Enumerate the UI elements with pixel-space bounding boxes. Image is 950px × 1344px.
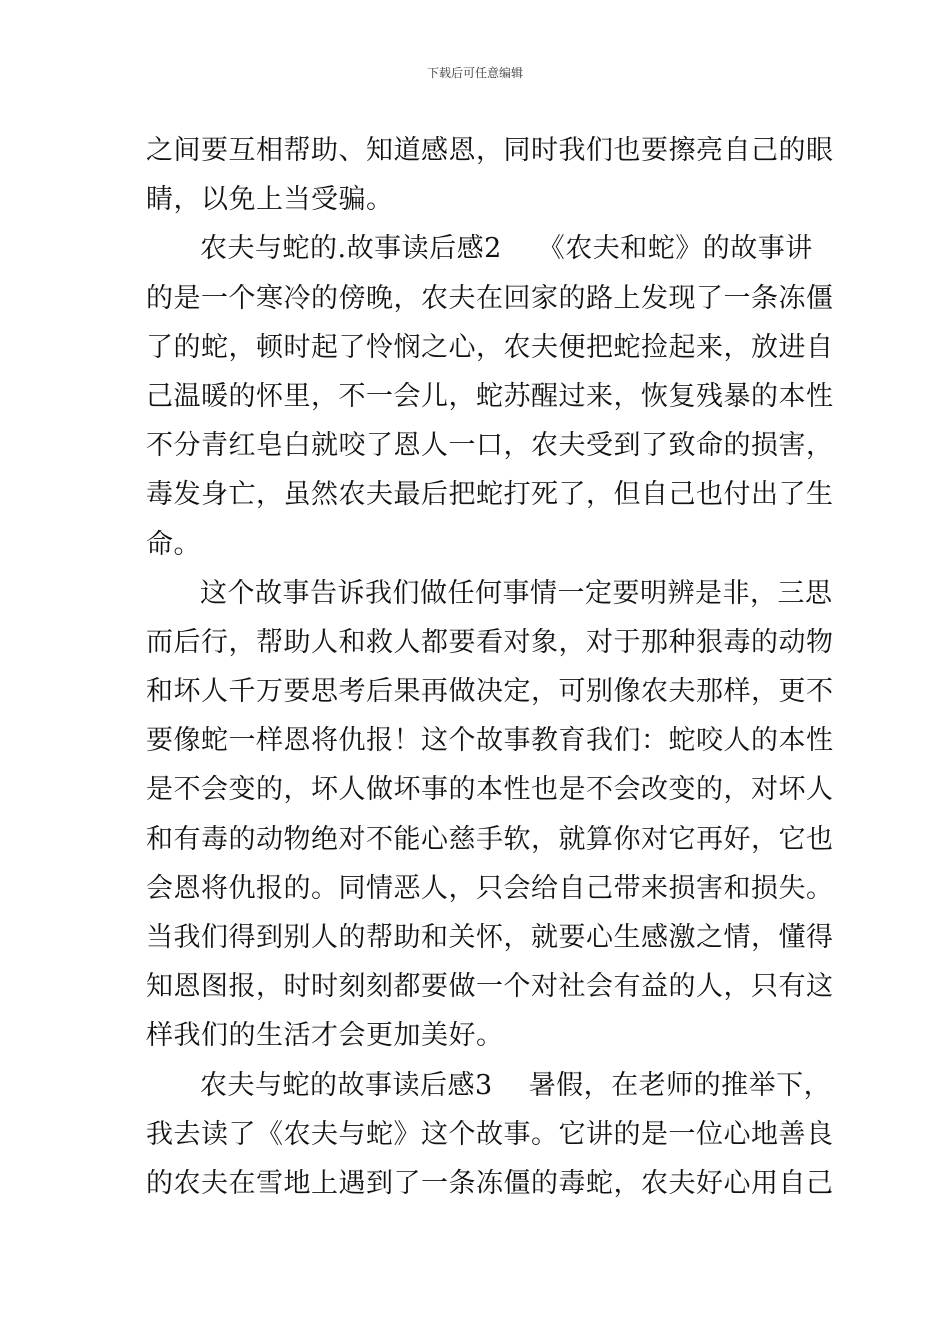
text-line: 的农夫在雪地上遇到了一条冻僵的毒蛇，农夫好心用自己 xyxy=(146,1167,834,1199)
section-heading-line xyxy=(146,1061,832,1110)
text-line: 己温暖的怀里，不一会儿，蛇苏醒过来，恢复残暴的本性 xyxy=(146,380,834,412)
section-heading-line xyxy=(146,224,813,273)
paragraph-1 xyxy=(146,126,834,224)
text-line: 毒发身亡，虽然农夫最后把蛇打死了，但自己也付出了生 xyxy=(146,479,834,511)
text-line: 要像蛇一样恩将仇报！这个故事教育我们：蛇咬人的本性 xyxy=(146,725,834,757)
page-header: 下载后可任意编辑 xyxy=(426,66,523,80)
text-segment: 暑假，在老师的推举下， xyxy=(528,1069,832,1101)
text-line: 之间要互相帮助、知道感恩，同时我们也要擦亮自己的眼 xyxy=(146,135,834,166)
text-line: 的是一个寒冷的傍晚，农夫在回家的路上发现了一条冻僵 xyxy=(146,282,834,314)
document-body xyxy=(146,126,834,1208)
text-line: 和坏人千万要思考后果再做决定，可别像农夫那样，更不 xyxy=(146,676,834,708)
text-line: 当我们得到别人的帮助和关怀，就要心生感激之情，懂得 xyxy=(146,922,834,953)
paragraph-4 xyxy=(146,1061,834,1209)
text-line: 我去读了《农夫与蛇》这个故事。它讲的是一位心地善良 xyxy=(146,1118,834,1150)
text-line: 这个故事告诉我们做任何事情一定要明辨是非，三思 xyxy=(200,577,833,609)
paragraph-2 xyxy=(146,224,834,568)
text-line: 而后行，帮助人和救人都要看对象，对于那种狠毒的动物 xyxy=(146,626,834,658)
text-line: 知恩图报，时时刻刻都要做一个对社会有益的人，只有这 xyxy=(146,971,834,1003)
text-line: 命。 xyxy=(146,528,201,560)
text-line: 不分青红皂白就咬了恩人一口，农夫受到了致命的损害， xyxy=(146,430,834,462)
text-line: 样我们的生活才会更加美好。 xyxy=(146,1020,504,1052)
text-segment: 《农夫和蛇》的故事讲 xyxy=(537,233,813,265)
section-heading: 农夫与蛇的.故事读后感2 xyxy=(200,233,502,265)
text-line: 睛，以免上当受骗。 xyxy=(146,184,394,216)
paragraph-3 xyxy=(146,569,834,1061)
section-heading: 农夫与蛇的故事读后感3 xyxy=(200,1069,493,1101)
text-line: 和有毒的动物绝对不能心慈手软，就算你对它再好，它也 xyxy=(146,823,834,855)
text-line: 会恩将仇报的。同情恶人，只会给自己带来损害和损失。 xyxy=(146,872,834,904)
text-line: 了的蛇，顿时起了怜悯之心，农夫便把蛇捡起来，放进自 xyxy=(146,331,834,363)
text-line: 是不会变的，坏人做坏事的本性也是不会改变的，对坏人 xyxy=(146,774,834,806)
